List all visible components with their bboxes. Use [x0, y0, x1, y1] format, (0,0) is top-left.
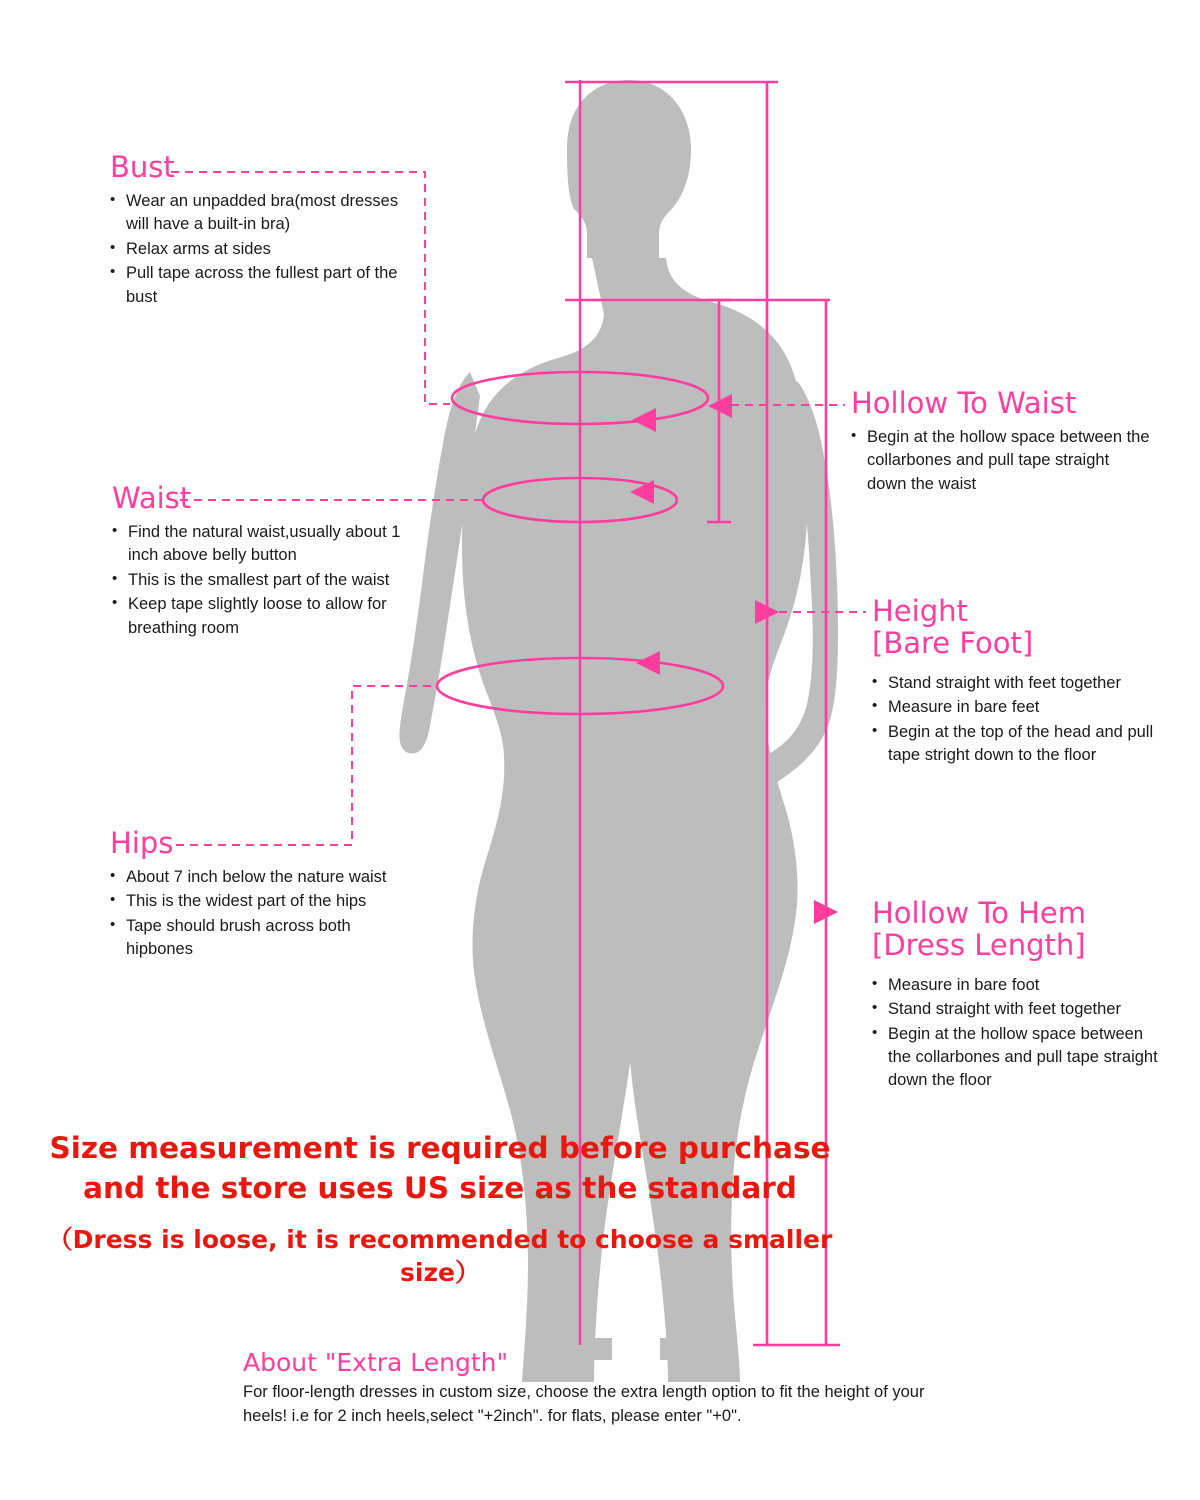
hips-section: [110, 828, 420, 963]
bust-bullet-list: [110, 190, 410, 309]
list-item: • Begin at the hollow space between the collarbones and pull tape straight down the floor: [872, 1023, 1162, 1093]
list-item: • Tape should brush across both hipbones: [110, 915, 420, 962]
list-item: • Wear an unpadded bra(most dresses will have a built-in bra): [110, 190, 410, 237]
notice-line-3: （Dress is loose, it is recommended to choose a smaller size）: [47, 1225, 833, 1287]
extra-length-section: [243, 1348, 943, 1429]
list-item: • Measure in bare foot: [872, 974, 1162, 997]
hollow-to-hem-section: [872, 898, 1162, 1094]
list-item: • This is the widest part of the hips: [110, 890, 420, 913]
list-item: • Begin at the top of the head and pull tape stright down to the floor: [872, 721, 1162, 768]
height-title-line1: Height: [872, 594, 968, 628]
hollow-to-hem-title-line2: [Dress Length]: [872, 927, 1086, 962]
list-item: • Stand straight with feet together: [872, 998, 1162, 1021]
notice-line-2: and the store uses US size as the standard: [83, 1171, 797, 1205]
height-bullet-list: [872, 672, 1162, 768]
extra-length-title: About "Extra Length": [243, 1348, 509, 1377]
hips-leader: [176, 686, 437, 845]
list-item: • Keep tape slightly loose to allow for breathing room: [112, 593, 412, 640]
hollow-to-hem-bullet-list: [872, 974, 1162, 1093]
extra-length-body: For floor-length dresses in custom size, choose the extra length option to fit the height of your heels! i.e for 2 inch heels,select "+2inch". for flats, please enter "+0".: [243, 1383, 925, 1425]
list-item: • Begin at the hollow space between the collarbones and pull tape straight down the waist: [851, 426, 1151, 496]
list-item: • This is the smallest part of the waist: [112, 569, 412, 592]
hips-bullet-list: [110, 866, 420, 962]
hips-title: Hips: [110, 826, 174, 860]
list-item: • Stand straight with feet together: [872, 672, 1162, 695]
waist-title: Waist: [112, 481, 192, 515]
list-item: • About 7 inch below the nature waist: [110, 866, 420, 889]
bust-section: [110, 152, 410, 310]
notice-line-1: Size measurement is required before purchase: [49, 1131, 831, 1165]
hollow-to-waist-title: Hollow To Waist: [851, 386, 1077, 420]
waist-section: [112, 483, 412, 641]
list-item: • Pull tape across the fullest part of the bust: [110, 262, 410, 309]
hollow-to-waist-bullet-list: [851, 426, 1151, 496]
hollow-to-hem-title-line1: Hollow To Hem: [872, 896, 1086, 930]
hollow-to-waist-section: [851, 388, 1151, 497]
list-item: • Measure in bare feet: [872, 696, 1162, 719]
list-item: • Find the natural waist,usually about 1 inch above belly button: [112, 521, 412, 568]
waist-bullet-list: [112, 521, 412, 640]
height-title-line2: [Bare Foot]: [872, 625, 1034, 660]
height-section: [872, 596, 1162, 768]
bust-title: Bust: [110, 150, 175, 184]
list-item: • Relax arms at sides: [110, 238, 410, 261]
